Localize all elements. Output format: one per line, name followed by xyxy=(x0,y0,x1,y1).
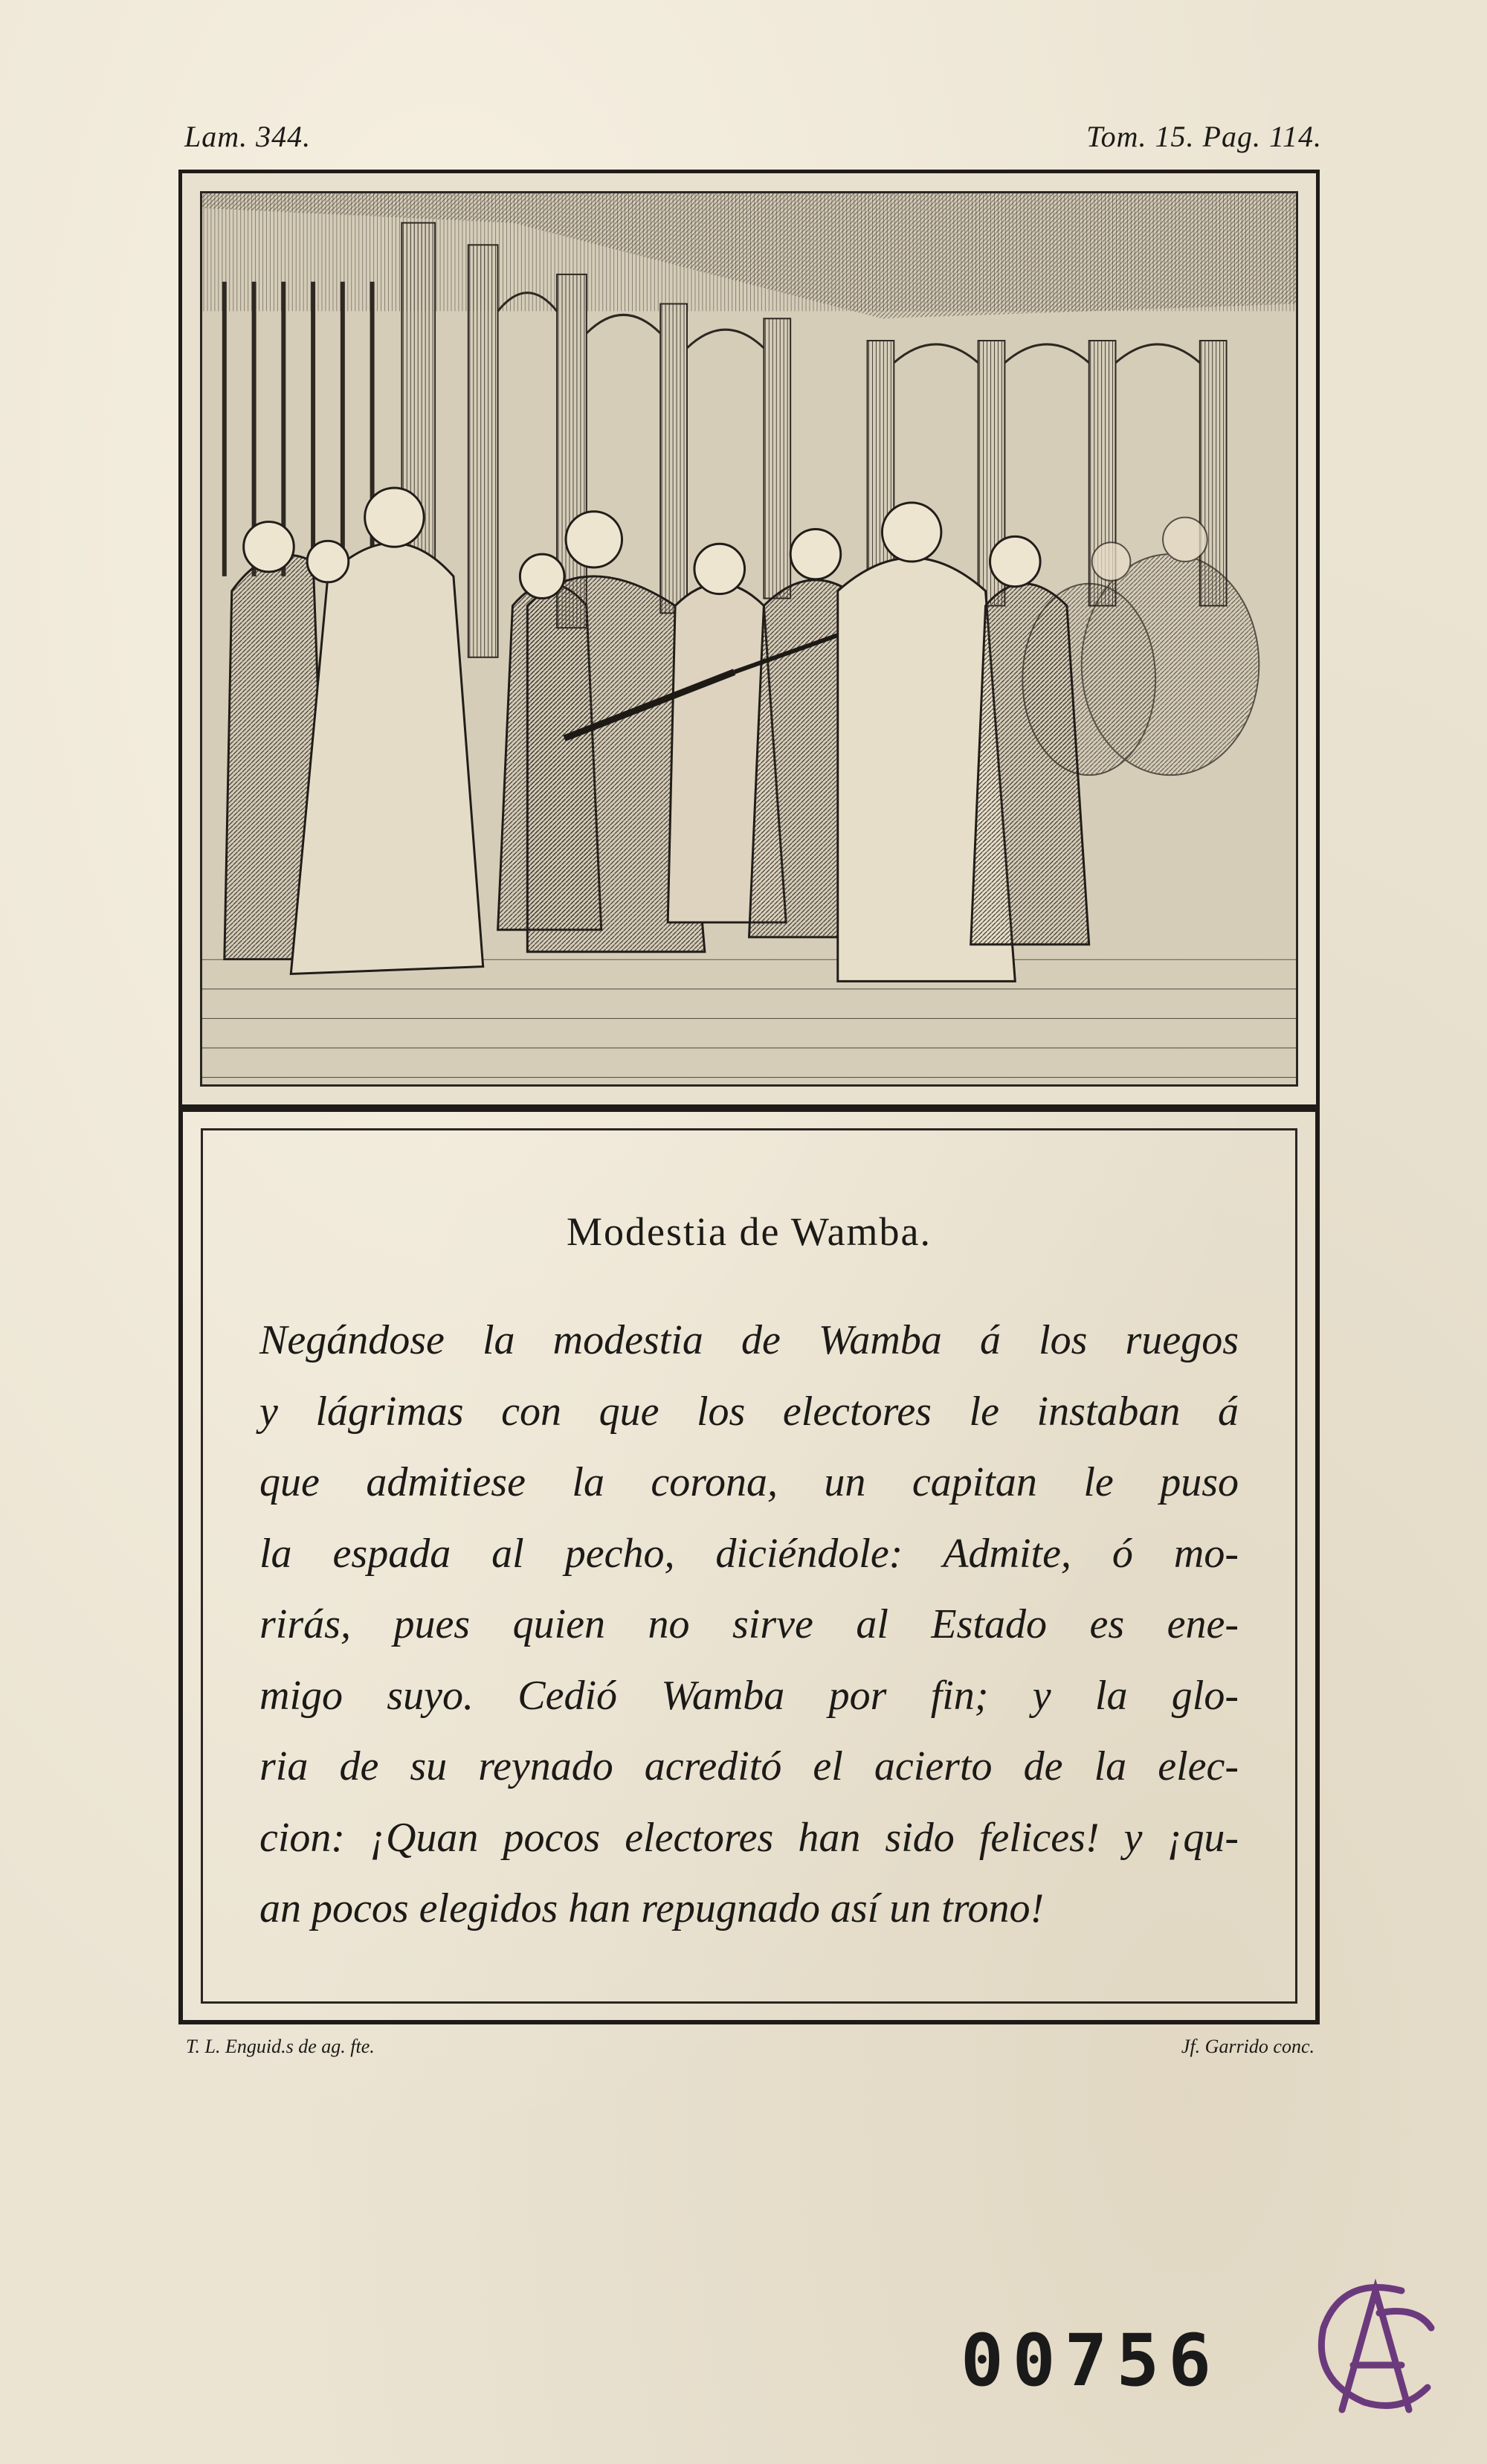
caption-line: migo suyo. Cedió Wamba por fin; y la glo- xyxy=(259,1672,1239,1719)
caption-inner-border xyxy=(201,1128,1297,2004)
caption-line: rirás, pues quien no sirve al Estado es ene- xyxy=(259,1601,1239,1647)
caption-line: la espada al pecho, diciéndole: Admite, ó mo- xyxy=(259,1530,1239,1577)
inventory-number: 00756 xyxy=(961,2319,1220,2402)
caption-body xyxy=(259,1305,1239,1945)
volume-page-reference: Tom. 15. Pag. 114. xyxy=(1086,120,1322,153)
caption-line: an pocos elegidos han repugnado así un trono! xyxy=(259,1885,1045,1931)
caption-line: y lágrimas con que los electores le instaban á xyxy=(259,1388,1239,1435)
caption-title: Modestia de Wamba. xyxy=(566,1209,932,1254)
engraving-plate xyxy=(178,170,1320,1108)
caption-line: ria de su reynado acreditó el acierto de la elec- xyxy=(259,1743,1239,1789)
collection-stamp-icon xyxy=(1290,2261,1457,2432)
plate-number: Lam. 344. xyxy=(184,120,312,153)
engraver-credit: T. L. Enguid.s de ag. fte. xyxy=(186,2036,375,2057)
engraving-illustration xyxy=(200,191,1298,1087)
caption-panel xyxy=(178,1108,1320,2024)
caption-line: cion: ¡Quan pocos electores han sido felices! y ¡qu- xyxy=(259,1814,1239,1861)
finisher-credit: Jf. Garrido conc. xyxy=(1181,2036,1315,2057)
caption-line: que admitiese la corona, un capitan le puso xyxy=(259,1459,1239,1505)
caption-line: Negándose la modestia de Wamba á los ruegos xyxy=(259,1317,1239,1363)
